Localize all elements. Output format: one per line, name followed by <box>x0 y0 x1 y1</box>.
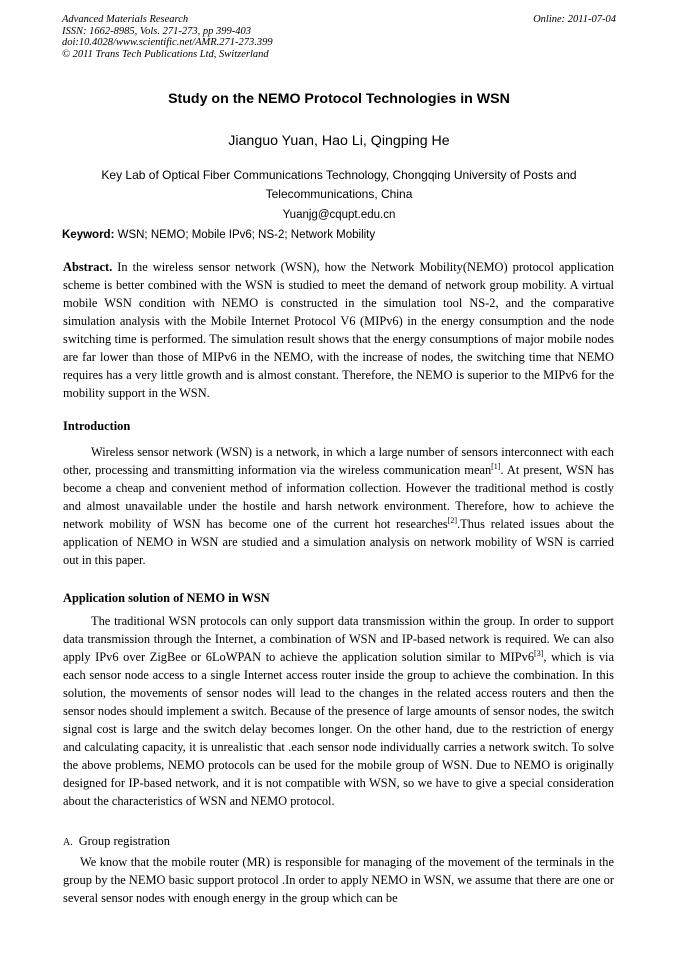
introduction-text-3: .Thus related issues about the application of NEMO in WSN are studied and a simulation analysis on network mobility of WSN is carried out in this paper. <box>63 517 614 567</box>
paper-title: Study on the NEMO Protocol Technologies in WSN <box>168 91 510 107</box>
journal-name: Advanced Materials Research <box>62 14 189 25</box>
subsection-letter: A. <box>63 837 73 848</box>
abstract-label: Abstract. <box>63 260 113 274</box>
group-registration-paragraph: We know that the mobile router (MR) is responsible for managing of the movement of the terminals in the group by the NEMO basic support protocol .In order to apply NEMO in WSN, we assume that there are one or several sensor nodes with enough energy in the group which can be <box>63 855 614 905</box>
online-date: Online: 2011-07-04 <box>533 14 616 25</box>
application-text-2: , which is via each sensor node access to a single Internet access router inside the group to achieve the combination. In this solution, the movements of sensor nodes will lead to the changes in the related access routers and then the sensor nodes should implement a switch. Because of the presence of large amounts of sensor nodes, the switch signal cost is large and the switch delay becomes longer. On the other hand, due to the restriction of energy and calculating capacity, it is unrealistic that .each sensor node individually carries a network switch. To solve the above problems, NEMO protocols can be used for the mobile group of WSN. Due to NEMO is originally designed for IP-based network, and it is not compatible with WSN, so we have to give a special consideration about the characteristics of WSN and NEMO protocol. <box>63 650 614 808</box>
keywords-line <box>62 228 616 242</box>
author-email[interactable]: Yuanjg@cqupt.edu.cn <box>282 209 396 221</box>
introduction-text-1: Wireless sensor network (WSN) is a network, in which a large number of sensors interconnect with each other, processing and transmitting information via the wireless communication mean <box>63 445 614 477</box>
keywords-list: WSN; NEMO; Mobile IPv6; NS-2; Network Mobility <box>114 229 376 241</box>
application-paragraph <box>63 612 614 810</box>
citation-3: [3] <box>534 648 544 658</box>
introduction-heading: Introduction <box>63 419 131 433</box>
abstract-text: In the wireless sensor network (WSN), how the Network Mobility(NEMO) protocol application scheme is better combined with the WSN is studied to meet the demand of network group mobility. A virtual mobile WSN condition with NEMO is constructed in the simulation tool NS-2, and the comparative simulation analysis with the Mobile Internet Protocol V6 (MIPv6) in the energy consumption and the node switching time is performed. The simulation result shows that the energy consumptions of major mobile nodes are far lower than those of MIPv6 in the NEMO, with the increase of nodes, the switching time that NEMO requires has a very little growth and is almost constant. Therefore, the NEMO is superior to the MIPv6 for the mobility support in the WSN. <box>63 260 614 400</box>
keywords-label: Keyword: <box>62 229 115 241</box>
subsection-title: Group registration <box>78 834 170 848</box>
application-heading: Application solution of NEMO in WSN <box>63 591 270 605</box>
abstract-paragraph <box>63 258 614 402</box>
group-registration-heading <box>63 833 170 851</box>
introduction-text-2: . At present, WSN has become a cheap and convenient method of information collection. However the traditional method is costly and almost unavailable under the hostile and harsh network environment. Therefore, how to achieve the network mobility of WSN has become one of the current hot researches <box>63 463 614 531</box>
doi-line: doi:10.4028/www.scientific.net/AMR.271-273.399 <box>62 37 273 48</box>
citation-2: [2] <box>447 515 458 525</box>
journal-header <box>62 14 616 60</box>
copyright-line: © 2011 Trans Tech Publications Ltd, Switzerland <box>62 48 269 60</box>
issn-line: ISSN: 1662-8985, Vols. 271-273, pp 399-403 <box>62 25 251 37</box>
paper-affiliation: Key Lab of Optical Fiber Communications Technology, Chongqing University of Posts and Telecommunications, China <box>101 168 577 201</box>
introduction-paragraph <box>63 443 614 569</box>
paper-authors: Jianguo Yuan, Hao Li, Qingping He <box>228 133 450 149</box>
application-text-1: The traditional WSN protocols can only support data transmission within the group. In order to support data transmission through the Internet, a combination of WSN and IP-based network is required. We can also apply IPv6 over ZigBee or 6LoWPAN to achieve the application solution similar to MIPv6 <box>63 614 614 664</box>
citation-1: [1] <box>491 461 501 471</box>
